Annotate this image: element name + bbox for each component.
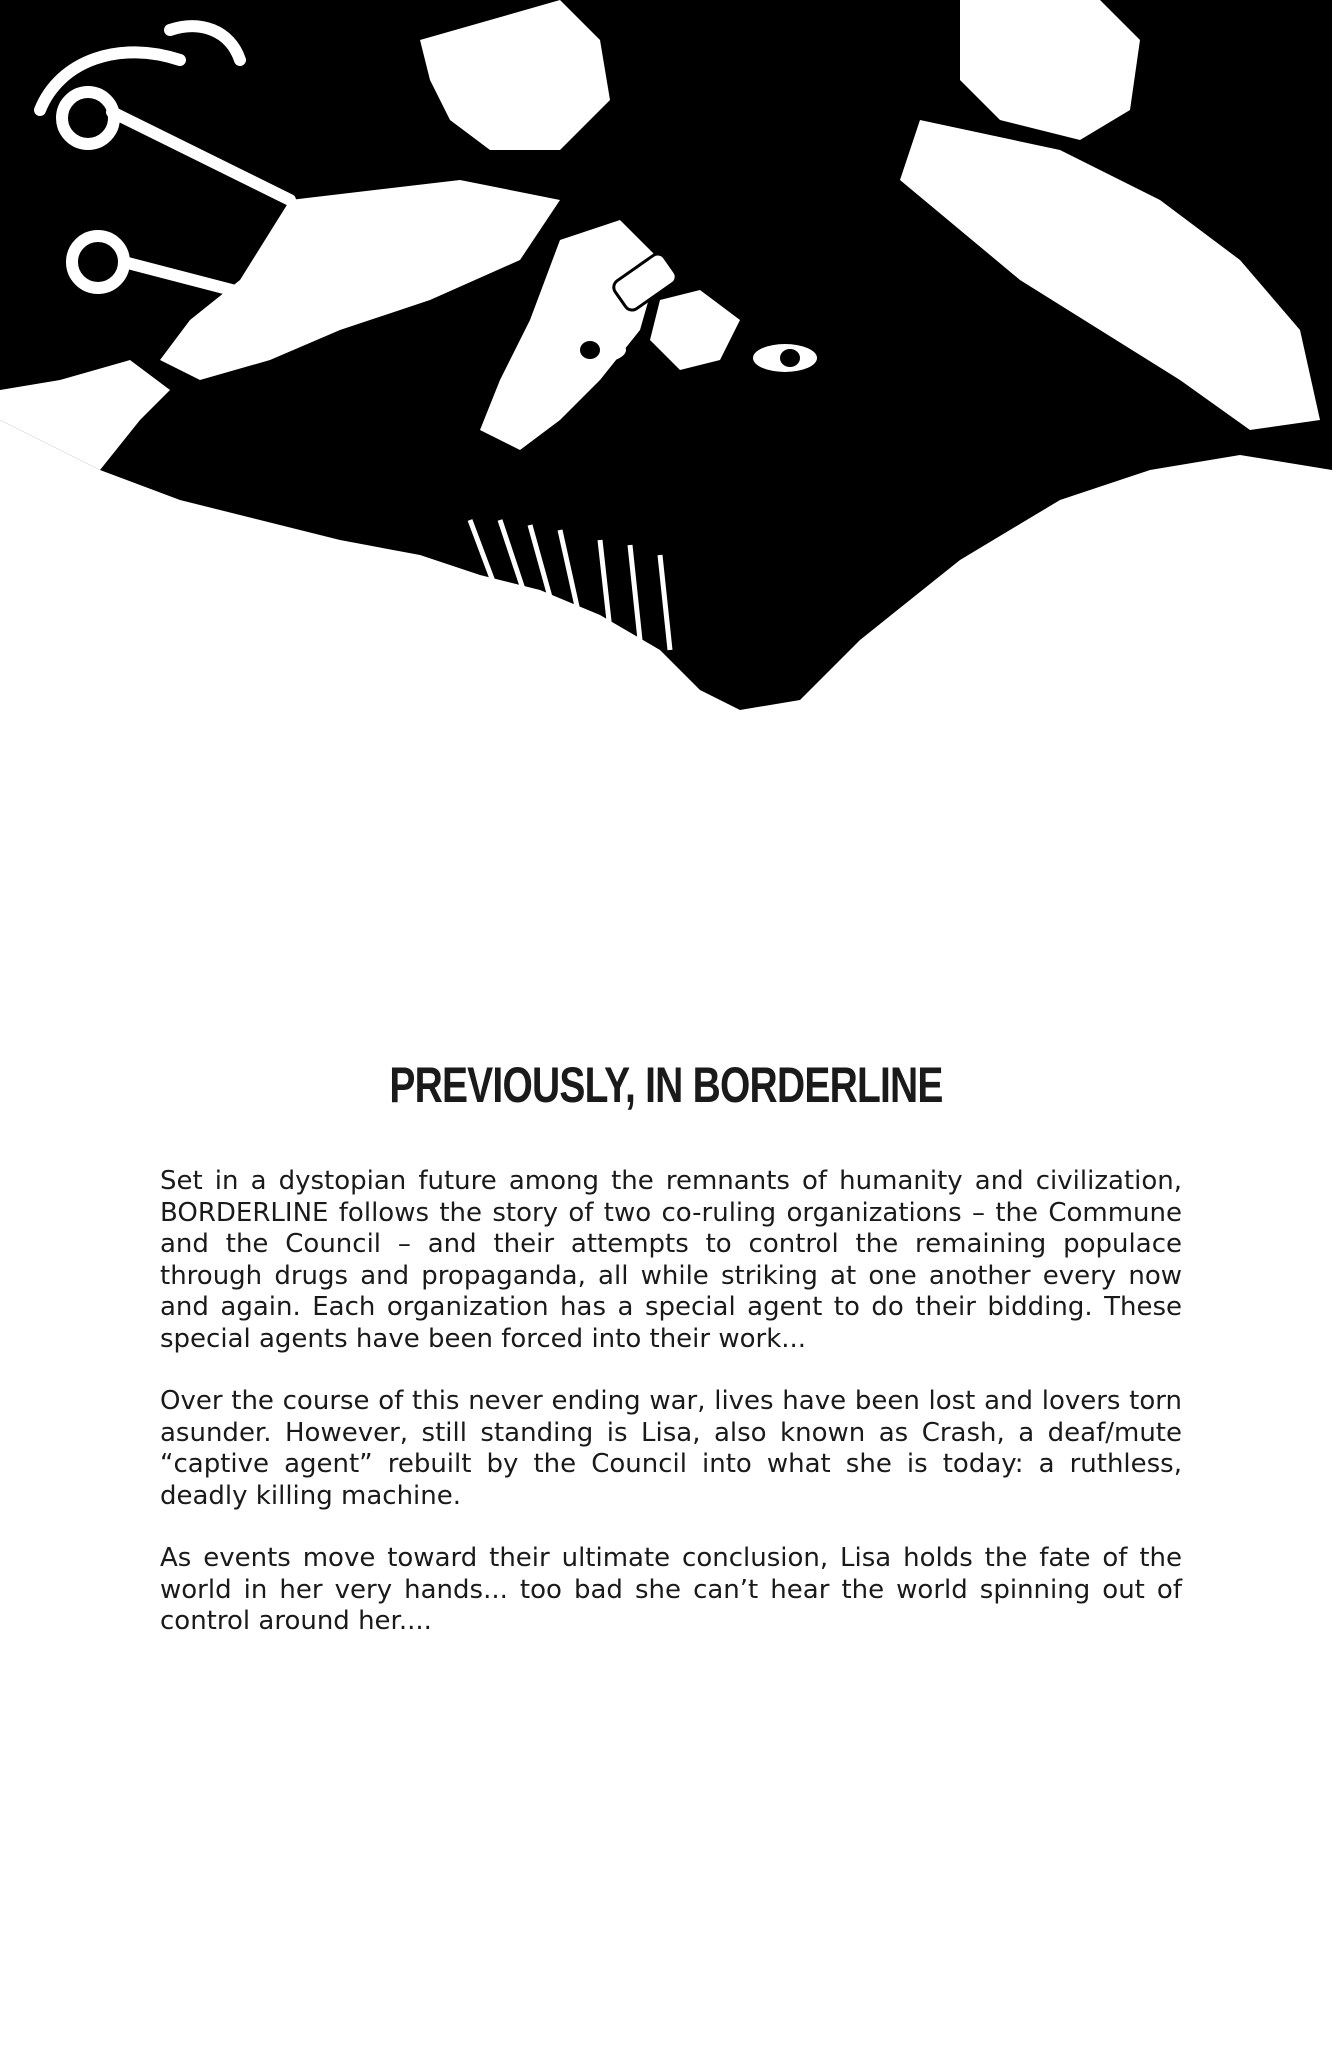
- synopsis-paragraph: As events move toward their ultimate conclusion, Lisa holds the fate of the world in her very hands... too bad she can’t hear the world spinning out of control around her....: [160, 1543, 1182, 1636]
- comic-illustration: [0, 0, 1332, 710]
- synopsis-paragraph: Over the course of this never ending war, lives have been lost and lovers torn asunder. However, still standing is Lisa, also known as Crash, a deaf/mute “captive agent” rebuilt by the Council into what she is today: a ruthless, deadly killing machine.: [160, 1386, 1182, 1511]
- synopsis-text: [160, 1166, 1182, 1669]
- synopsis-paragraph: Set in a dystopian future among the remnants of humanity and civilization, BORDERLINE follows the story of two co-ruling organizations – the Commune and the Council – and their attempts to control the remaining populace through drugs and propaganda, all while striking at one another every now and again. Each organization has a special agent to do their bidding. These special agents have been forced into their work...: [160, 1166, 1182, 1354]
- page-title: PREVIOUSLY, IN BORDERLINE: [389, 1057, 943, 1113]
- comic-art-figures-icon: [0, 0, 1332, 710]
